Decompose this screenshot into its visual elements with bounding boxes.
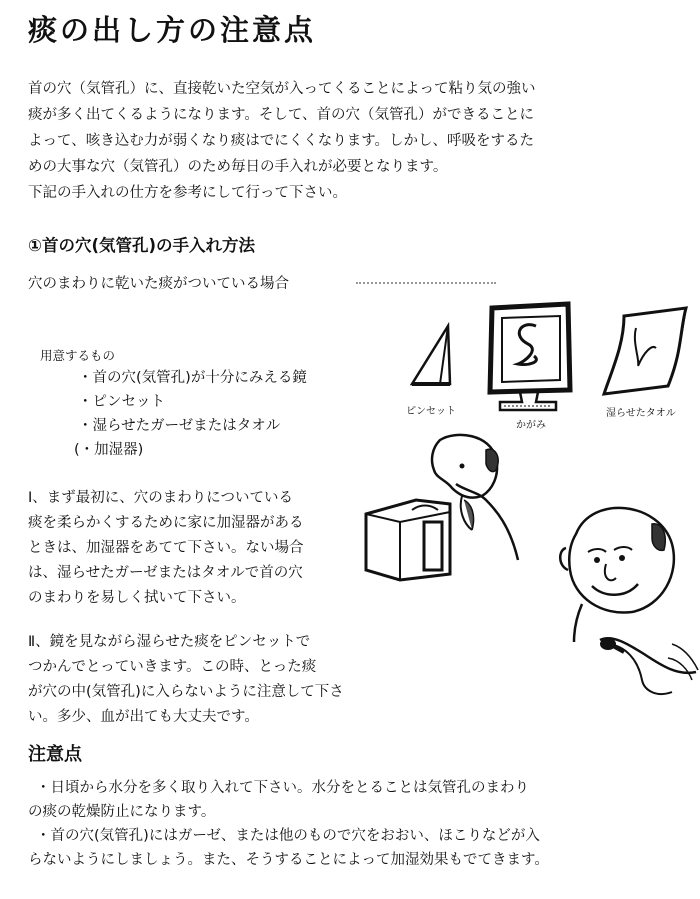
mirror-illustration	[480, 300, 580, 420]
dotted-leader	[356, 282, 496, 284]
tweezers-illustration	[404, 322, 464, 392]
prep-item: ・首の穴(気管孔)が十分にみえる鏡	[78, 370, 307, 386]
step-1-line: のまわりを易しく拭いて下さい。	[28, 590, 246, 606]
notes-line: らないようにしましょう。また、そうすることによって加湿効果もでてきます。	[28, 852, 549, 868]
prep-list	[74, 366, 307, 462]
intro-line: 下記の手入れの仕方を参考にして行って下さい。	[28, 185, 347, 201]
intro-line: めの大事な穴（気管孔）のため毎日の手入れが必要となります。	[28, 159, 448, 175]
step-2-line: が穴の中(気管孔)に入らないように注意して下さ	[28, 684, 344, 700]
caption-towel: 湿らせたタオル	[606, 408, 676, 419]
notes-heading: 注意点	[28, 744, 82, 765]
step-2-line: Ⅱ、鏡を見ながら湿らせた痰をピンセットで	[28, 634, 311, 650]
prep-item: ・ピンセット	[78, 394, 165, 410]
case-description: 穴のまわりに乾いた痰がついている場合	[28, 276, 289, 292]
intro-line: よって、咳き込む力が弱くなり痰はでにくくなります。しかし、呼吸をするた	[28, 133, 535, 149]
prep-item: (・加湿器)	[74, 442, 144, 458]
notes-line: ・首の穴(気管孔)にはガーゼ、または他のもので穴をおおい、ほこりなどが入	[36, 828, 540, 844]
notes-body	[28, 776, 549, 872]
step-1-line: 痰を柔らかくするために家に加湿器がある	[28, 515, 304, 531]
step-1-line: は、湿らせたガーゼまたはタオルで首の穴	[28, 565, 303, 581]
step-1	[28, 486, 388, 611]
intro-line: 痰が多く出てくるようになります。そして、首の穴（気管孔）ができることに	[28, 107, 535, 123]
page-title: 痰の出し方の注意点	[28, 13, 317, 47]
towel-illustration	[594, 300, 694, 400]
step-1-line: ときは、加湿器をあてて下さい。ない場合	[28, 540, 304, 556]
caption-tweezers: ピンセット	[406, 406, 456, 417]
caption-mirror: かがみ	[516, 420, 546, 431]
step-2	[28, 630, 388, 730]
intro-line: 首の穴（気管孔）に、直接乾いた空気が入ってくることによって粘り気の強い	[28, 81, 536, 97]
step-1-line: Ⅰ、まず最初に、穴のまわりについている	[28, 490, 293, 506]
notes-line: ・日頃から水分を多く取り入れて下さい。水分をとることは気管孔のまわり	[36, 780, 529, 796]
prep-heading: 用意するもの	[40, 348, 116, 363]
step-2-line: つかんでとっていきます。この時、とった痰	[28, 659, 317, 675]
person-illustration	[552, 494, 700, 704]
prep-item: ・湿らせたガーゼまたはタオル	[78, 418, 281, 434]
notes-line: の痰の乾燥防止になります。	[28, 804, 216, 820]
step-2-line: い。多少、血が出ても大丈夫です。	[28, 709, 259, 725]
section-heading-care-method: ①首の穴(気管孔)の手入れ方法	[28, 236, 256, 255]
intro-paragraph	[28, 76, 688, 206]
